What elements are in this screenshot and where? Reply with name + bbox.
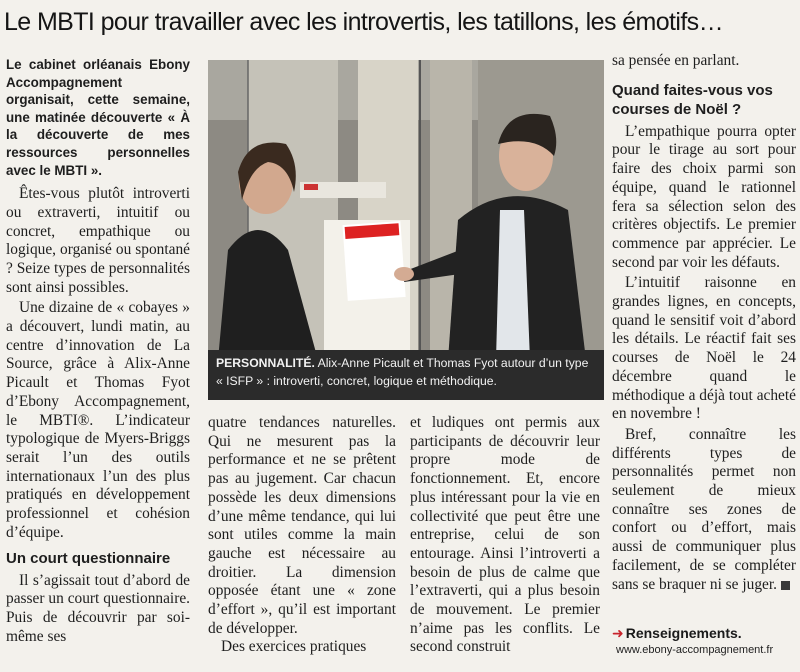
paragraph: et ludiques ont permis aux participants de découvrir leur propre mode de fonctionnement. Et, encore plus intéressant pour la vie en collectivité que peut être une entreprise, celui de son entourage. Ainsi l’introverti a besoin de plus de calme que l’extraverti, qui a plus besoin de mouvement. Le premier n’aime pas les conflits. Le second construit bbox=[410, 414, 600, 656]
photo-illustration bbox=[208, 60, 604, 400]
paragraph: Une dizaine de « cobayes » a découvert, lundi matin, au centre d’innovation de La Source, grâce à Alix-Anne Picault et Thomas Fyot d’Ebony Accompagnement, le MBTI®. L’indicateur typologique de Myers-Briggs serait l’un des outils internationaux l’un des plus pratiqués en développement professionnel et cohésion d’équipe. bbox=[6, 299, 190, 541]
paragraph: quatre tendances naturelles. Qui ne mesurent pas la performance et ne se prêtent pas au jugement. Car chacun possède les deux dimensions d’une même tendance, qui lui sont utiles comme la main gauche est nécessaire au droitier. La dimension opposée étant une « zone d’effort », qu’il est important de développer. bbox=[208, 414, 396, 637]
article-photo bbox=[208, 60, 604, 400]
caption-text: Alix-Anne Picault et Thomas Fyot autour d’un type « ISFP » : introverti, concret, logique et méthodique. bbox=[216, 356, 589, 388]
info-url[interactable]: www.ebony-accompagnement.fr bbox=[616, 644, 774, 656]
info-label-row bbox=[612, 624, 798, 642]
paragraph: Il s’agissait tout d’abord de passer un court questionnaire. Puis de découvrir par soi-même ses bbox=[6, 571, 190, 645]
article-lede: Le cabinet orléanais Ebony Accompagnement organisait, cette semaine, une matinée découverte « À la découverte de mes ressources personnelles avec le MBTI ». bbox=[6, 57, 190, 178]
column-4 bbox=[612, 52, 796, 620]
photo-caption bbox=[208, 350, 604, 400]
arrow-right-icon: ➜ bbox=[612, 625, 624, 641]
paragraph: L’intuitif raisonne en grandes lignes, en concepts, quand le sensitif voit d’abord les détails. Le réactif fait ses courses de Noël le 24 décembre quand le méthodique a déjà tout acheté en novembre ! bbox=[612, 274, 796, 423]
paragraph: Êtes-vous plutôt introverti ou extraverti, intuitif ou concret, empathique ou logique, organisé ou spontané ? Seize types de personnalités sont ainsi possibles. bbox=[6, 185, 190, 296]
paragraph: Des exercices pratiques bbox=[221, 638, 367, 656]
caption-label: PERSONNALITÉ. bbox=[216, 356, 315, 370]
paragraph: L’empathique pourra opter pour le tirage au sort pour faire des choix parmi son équipe, quand le rationnel fera sa sélection selon des critères objectifs. Le premier commence par apprécier. Le second par voir les défauts. bbox=[612, 122, 796, 271]
column-2 bbox=[208, 414, 396, 670]
article-headline: Le MBTI pour travailler avec les introvertis, les tatillons, les émotifs… bbox=[4, 8, 723, 36]
paragraph: sa pensée en parlant. bbox=[612, 52, 740, 69]
paragraph bbox=[612, 426, 796, 594]
closing-paragraph-text: Bref, connaître les différents types de personnalités permet non seulement de mieux connaître ses zones de confort ou d’effort, mais aussi de communiquer plus facilement, de se compléter sans se braquer ni se juger. bbox=[612, 425, 796, 593]
subhead-noel: Quand faites-vous vos courses de Noël ? bbox=[612, 81, 773, 118]
end-of-article-icon bbox=[781, 581, 790, 590]
info-label: Renseignements. bbox=[625, 625, 742, 641]
info-box bbox=[612, 624, 798, 668]
subhead-questionnaire: Un court questionnaire bbox=[6, 549, 171, 567]
column-1 bbox=[6, 56, 190, 670]
column-3 bbox=[410, 414, 600, 670]
